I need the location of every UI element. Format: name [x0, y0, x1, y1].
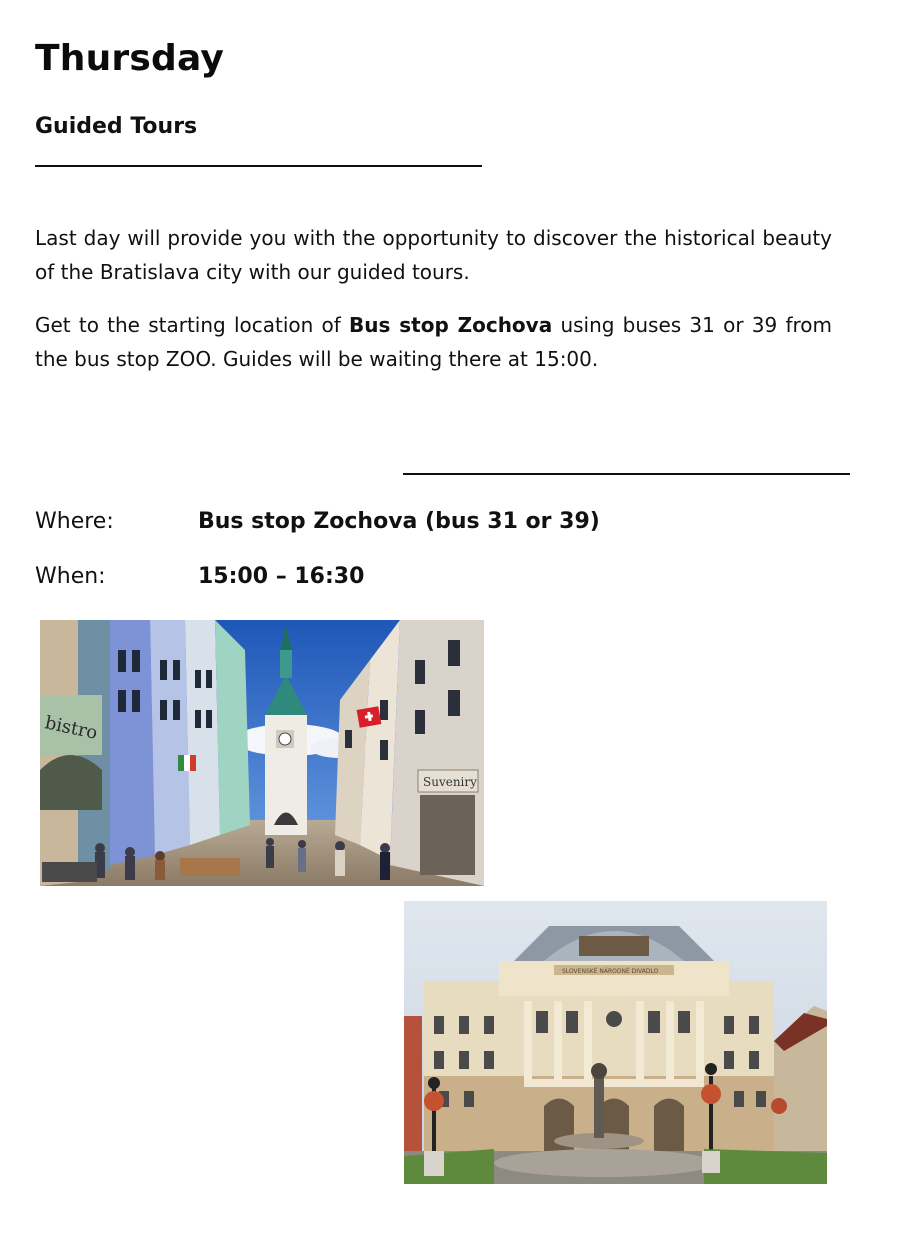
where-value: Bus stop Zochova (bus 31 or 39) — [198, 509, 600, 534]
when-row — [35, 564, 364, 589]
where-label: Where: — [35, 509, 114, 534]
national-theatre-photo — [404, 901, 827, 1184]
theatre-facade-text: SLOVENSKÉ NÁRODNÉ DIVADLO — [562, 968, 659, 975]
directions-location: Bus stop Zochova — [349, 313, 553, 337]
directions-paragraph — [35, 308, 832, 376]
page-title: Thursday — [35, 38, 225, 79]
suveniry-sign-text: Suveniry — [423, 775, 477, 789]
divider-middle — [403, 473, 850, 475]
intro-paragraph: Last day will provide you with the opportunity to discover the historical beauty of the Bratislava city with our guided tours. — [35, 226, 832, 284]
when-value: 15:00 – 16:30 — [198, 564, 365, 589]
directions-text-start: Get to the starting location of — [35, 313, 350, 337]
where-row — [35, 509, 600, 534]
divider-top — [35, 165, 482, 167]
bistro-sign-text: bistro — [42, 712, 100, 744]
section-subtitle: Guided Tours — [35, 114, 198, 139]
old-town-street-photo — [40, 620, 484, 886]
when-label: When: — [35, 564, 106, 589]
directions-text-end: using buses 31 or 39 from the bus stop ZOO. Guides will be waiting there at 15:00. — [35, 313, 832, 371]
